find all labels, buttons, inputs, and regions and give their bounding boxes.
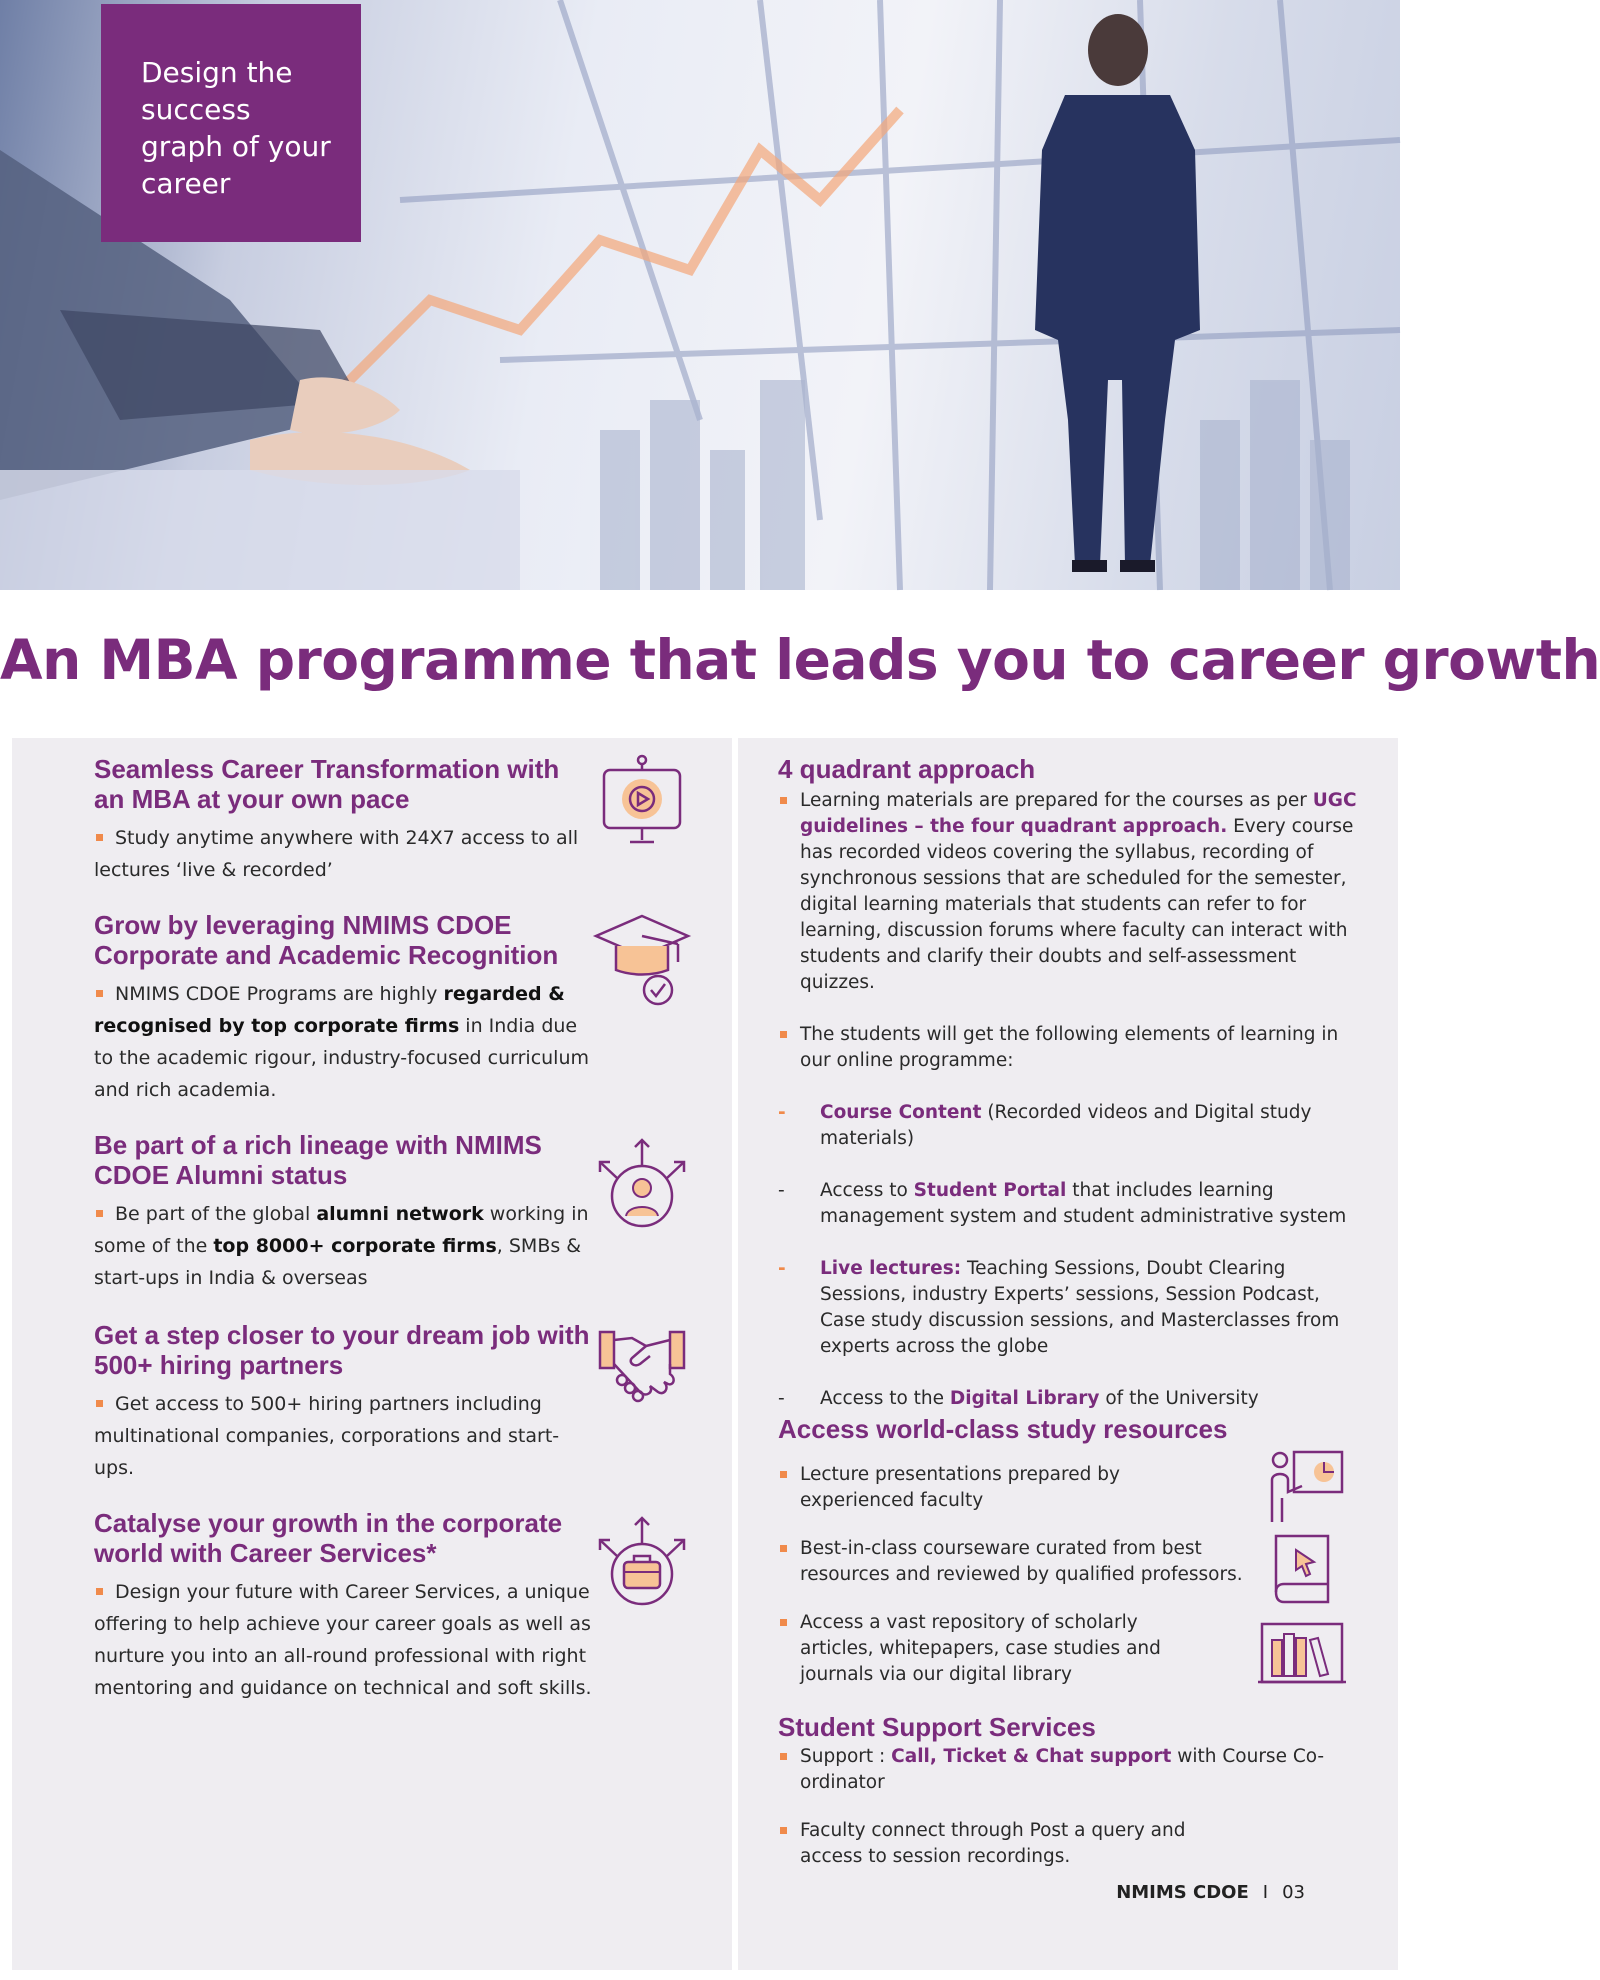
learning-elements-intro: The students will get the following elements of learning in our online programme: bbox=[778, 1022, 1368, 1074]
section-quadrant-approach bbox=[778, 754, 1368, 1412]
section-title: Student Support Services bbox=[778, 1712, 1096, 1742]
section-hiring-partners bbox=[94, 1320, 594, 1484]
hero-tagline: Design the success graph of your career bbox=[141, 56, 331, 200]
section-text: Be part of the global alumni network working in some of the top 8000+ corporate firms, SMBs & start-ups in India & overseas bbox=[94, 1203, 589, 1289]
learning-item-live-lectures: - Live lectures: Teaching Sessions, Doubt Clearing Sessions, industry Experts’ sessions, Session Podcast, Case study discussion sessions, and Masterclasses from experts across the globe bbox=[778, 1258, 1340, 1357]
section-study-resources bbox=[778, 1414, 1368, 1444]
title-suffix: that leads you to career growth bbox=[629, 628, 1600, 692]
bullet-icon bbox=[96, 1588, 103, 1595]
section-text: Get access to 500+ hiring partners including multinational companies, corporations and start-ups. bbox=[94, 1393, 560, 1479]
left-panel bbox=[12, 738, 732, 1970]
page-number: 03 bbox=[1282, 1882, 1305, 1903]
resource-item-library: Access a vast repository of scholarly articles, whitepapers, case studies and journals via our digital library bbox=[778, 1610, 1198, 1688]
bullet-icon bbox=[780, 1753, 787, 1760]
section-title: Be part of a rich lineage with NMIMS CDOE Alumni status bbox=[94, 1130, 542, 1190]
footer-brand: NMIMS CDOE bbox=[1116, 1882, 1249, 1903]
section-title: 4 quadrant approach bbox=[778, 754, 1036, 784]
section-career-transformation bbox=[94, 754, 594, 886]
bullet-icon bbox=[96, 1400, 103, 1407]
section-title: Seamless Career Transformation with an MBA at your own pace bbox=[94, 754, 560, 814]
section-title: Access world-class study resources bbox=[778, 1414, 1228, 1444]
video-player-icon bbox=[592, 752, 692, 852]
section-text: Study anytime anywhere with 24X7 access to all lectures ‘live & recorded’ bbox=[94, 827, 579, 881]
learning-item-student-portal: - Access to Student Portal that includes learning management system and student administrative system bbox=[778, 1180, 1347, 1227]
alumni-network-icon bbox=[592, 1136, 692, 1236]
section-alumni bbox=[94, 1130, 594, 1294]
resource-item-courseware: Best-in-class courseware curated from best resources and reviewed by qualified professors. bbox=[778, 1536, 1248, 1588]
right-panel bbox=[738, 738, 1398, 1970]
title-bold: MBA programme bbox=[99, 628, 612, 692]
presenter-icon bbox=[1266, 1446, 1346, 1526]
library-books-icon bbox=[1258, 1618, 1346, 1698]
graduation-cap-icon bbox=[592, 910, 692, 1010]
bullet-icon bbox=[780, 1619, 787, 1626]
hero-tagline-box bbox=[101, 4, 361, 242]
resource-item-lectures: Lecture presentations prepared by experienced faculty bbox=[778, 1462, 1238, 1514]
learning-item-digital-library: - Access to the Digital Library of the University bbox=[778, 1388, 1259, 1409]
section-student-support bbox=[778, 1712, 1368, 1870]
section-title: Grow by leveraging NMIMS CDOE Corporate and Academic Recognition bbox=[94, 910, 559, 970]
footer-separator: I bbox=[1262, 1882, 1269, 1903]
handshake-icon bbox=[592, 1320, 692, 1420]
page-title bbox=[0, 628, 1600, 692]
section-career-services bbox=[94, 1508, 594, 1704]
page-footer bbox=[1116, 1882, 1305, 1903]
bullet-icon bbox=[780, 1827, 787, 1834]
title-prefix: An bbox=[0, 628, 81, 692]
section-title: Catalyse your growth in the corporate world with Career Services* bbox=[94, 1508, 563, 1568]
section-title: Get a step closer to your dream job with 500+ hiring partners bbox=[94, 1320, 590, 1380]
learning-item-course-content: - Course Content (Recorded videos and Digital study materials) bbox=[778, 1102, 1312, 1149]
quadrant-paragraph: Learning materials are prepared for the courses as per UGC guidelines – the four quadrant approach. Every course has recorded videos covering the syllabus, recording of synchronous sessions that are scheduled for the semester, digital learning materials that students can refer to for learning, discussion forums where faculty can interact with students and clarify their doubts and self-assessment quizzes. bbox=[778, 788, 1368, 996]
bullet-icon bbox=[780, 1031, 787, 1038]
support-item-faculty-connect: Faculty connect through Post a query and access to session recordings. bbox=[778, 1818, 1248, 1870]
section-text: NMIMS CDOE Programs are highly regarded & recognised by top corporate firms in India due to the academic rigour, industry-focused curriculum and rich academia. bbox=[94, 983, 590, 1101]
bullet-icon bbox=[96, 1210, 103, 1217]
briefcase-growth-icon bbox=[592, 1514, 692, 1614]
section-text: Design your future with Career Services, a unique offering to help achieve your career goals as well as nurture you into an all-round professional with right mentoring and guidance on technical and soft skills. bbox=[94, 1581, 592, 1699]
bullet-icon bbox=[96, 834, 103, 841]
courseware-book-icon bbox=[1266, 1530, 1346, 1610]
section-recognition bbox=[94, 910, 594, 1106]
bullet-icon bbox=[780, 1545, 787, 1552]
support-item-call-ticket-chat: Support : Call, Ticket & Chat support with Course Co-ordinator bbox=[778, 1744, 1368, 1796]
bullet-icon bbox=[780, 797, 787, 804]
bullet-icon bbox=[96, 990, 103, 997]
hero-banner bbox=[0, 0, 1400, 590]
bullet-icon bbox=[780, 1471, 787, 1478]
